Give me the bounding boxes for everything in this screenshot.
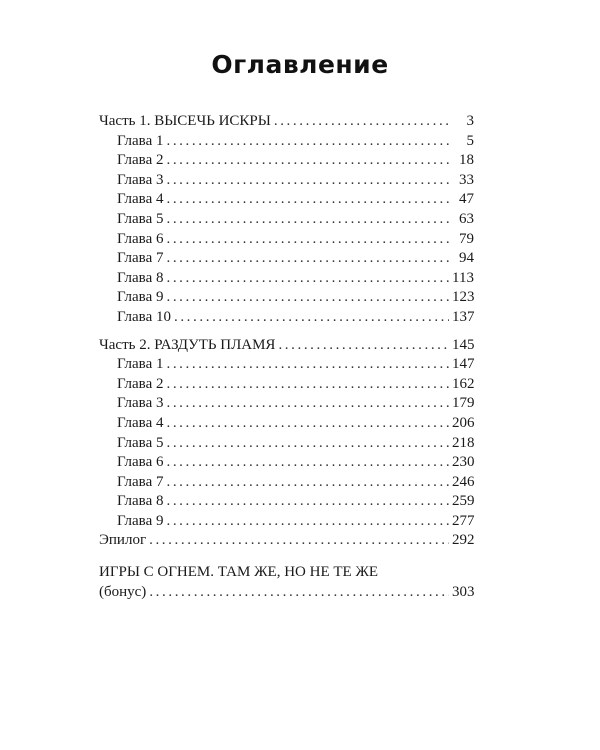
toc-entry-page: 137 <box>452 308 475 325</box>
toc-entry-chapter[interactable] <box>99 308 474 328</box>
page-title: Оглавление <box>211 50 389 79</box>
toc-entry-label: Часть 1. ВЫСЕЧЬ ИСКРЫ <box>99 113 271 129</box>
toc-entry-page: 147 <box>452 356 475 373</box>
toc-entry-part1[interactable] <box>99 112 474 132</box>
toc-entry-page: 18 <box>459 152 474 169</box>
dot-leader <box>149 583 449 603</box>
toc-entry-chapter[interactable] <box>99 414 474 434</box>
toc-entry-label: Глава 1 <box>117 132 164 149</box>
toc-entry-label: Глава 2 <box>117 152 164 169</box>
toc-entry-label: Глава 6 <box>117 454 164 471</box>
toc-entry-chapter[interactable] <box>99 355 474 375</box>
toc-entry-part2[interactable] <box>99 336 474 356</box>
toc-entry-label: Часть 2. РАЗДУТЬ ПЛАМЯ <box>99 336 276 353</box>
toc-entry-chapter[interactable] <box>99 453 474 473</box>
toc-entry-label: Глава 3 <box>117 171 164 188</box>
toc-entry-chapter[interactable] <box>99 492 474 512</box>
toc-entry-label: ИГРЫ С ОГНЕМ. ТАМ ЖЕ, НО НЕ ТЕ ЖЕ <box>99 564 379 581</box>
dot-leader <box>166 394 449 414</box>
toc-entry-page: 3 <box>466 113 474 129</box>
dot-leader <box>166 492 449 512</box>
dot-leader <box>166 453 449 473</box>
toc-entry-label: Глава 6 <box>117 230 164 247</box>
toc-entry-bonus-title[interactable] <box>99 563 474 583</box>
toc-entry-label: Глава 4 <box>117 414 164 431</box>
toc-entry-label: Глава 8 <box>117 269 164 286</box>
toc-entry-bonus[interactable] <box>99 583 474 603</box>
toc-entry-chapter[interactable] <box>99 132 474 152</box>
toc-entry-page: 230 <box>452 454 475 471</box>
toc-entry-label: (бонус) <box>99 583 147 600</box>
toc-entry-chapter[interactable] <box>99 473 474 493</box>
dot-leader <box>166 132 449 152</box>
dot-leader <box>174 308 449 328</box>
toc-entry-label: Глава 1 <box>117 356 164 373</box>
toc-entry-chapter[interactable] <box>99 230 474 250</box>
toc-entry-page: 292 <box>452 532 475 549</box>
toc-entry-chapter[interactable] <box>99 394 474 414</box>
toc-entry-label: Глава 7 <box>117 473 164 490</box>
toc-entry-page: 259 <box>452 493 475 510</box>
toc-entry-label: Глава 2 <box>117 375 164 392</box>
toc-entry-label: Глава 3 <box>117 395 164 412</box>
toc-entry-label: Глава 9 <box>117 289 164 306</box>
toc-entry-chapter[interactable] <box>99 190 474 210</box>
toc-entry-chapter[interactable] <box>99 288 474 308</box>
toc-entry-chapter[interactable] <box>99 210 474 230</box>
dot-leader <box>166 210 449 230</box>
toc-entry-chapter[interactable] <box>99 375 474 395</box>
dot-leader <box>166 473 449 493</box>
dot-leader <box>278 336 449 356</box>
dot-leader <box>166 512 449 532</box>
dot-leader <box>166 288 449 308</box>
toc-entry-chapter[interactable] <box>99 249 474 269</box>
toc-entry-chapter[interactable] <box>99 512 474 532</box>
dot-leader <box>166 151 449 171</box>
toc-entry-page: 218 <box>452 434 475 451</box>
dot-leader <box>166 171 449 191</box>
toc-entry-page: 179 <box>452 395 475 412</box>
dot-leader <box>166 230 449 250</box>
dot-leader <box>166 375 449 395</box>
toc-entry-page: 113 <box>452 269 474 286</box>
toc-entry-chapter[interactable] <box>99 151 474 171</box>
toc-entry-page: 206 <box>452 414 475 431</box>
toc-entry-label: Глава 10 <box>117 308 171 325</box>
toc-entry-chapter[interactable] <box>99 269 474 289</box>
toc-entry-page: 145 <box>452 336 475 353</box>
toc-entry-label: Глава 5 <box>117 434 164 451</box>
dot-leader <box>166 249 449 269</box>
dot-leader <box>166 269 449 289</box>
toc-entry-page: 94 <box>459 250 474 267</box>
toc-entry-epilogue[interactable] <box>99 531 474 551</box>
dot-leader <box>166 190 449 210</box>
toc-entry-label: Глава 4 <box>117 191 164 208</box>
dot-leader <box>166 355 449 375</box>
toc-entry-label: Глава 7 <box>117 250 164 267</box>
toc-entry-page: 246 <box>452 473 475 490</box>
toc-entry-page: 79 <box>459 230 474 247</box>
toc-entry-page: 33 <box>459 171 474 188</box>
toc-entry-page: 277 <box>452 512 475 529</box>
toc-entry-chapter[interactable] <box>99 434 474 454</box>
dot-leader <box>149 531 449 551</box>
toc-entry-label: Глава 9 <box>117 512 164 529</box>
toc-entry-label: Глава 8 <box>117 493 164 510</box>
table-of-contents <box>99 112 474 602</box>
dot-leader <box>166 414 449 434</box>
toc-entry-page: 47 <box>459 191 474 208</box>
toc-entry-page: 63 <box>459 210 474 227</box>
toc-entry-page: 303 <box>452 583 475 600</box>
dot-leader <box>166 434 449 454</box>
dot-leader <box>274 112 449 132</box>
toc-entry-page: 123 <box>452 289 475 306</box>
toc-entry-label: Глава 5 <box>117 210 164 227</box>
toc-entry-label: Эпилог <box>99 532 147 549</box>
toc-entry-page: 5 <box>466 132 474 149</box>
toc-entry-chapter[interactable] <box>99 171 474 191</box>
toc-entry-page: 162 <box>452 375 475 392</box>
